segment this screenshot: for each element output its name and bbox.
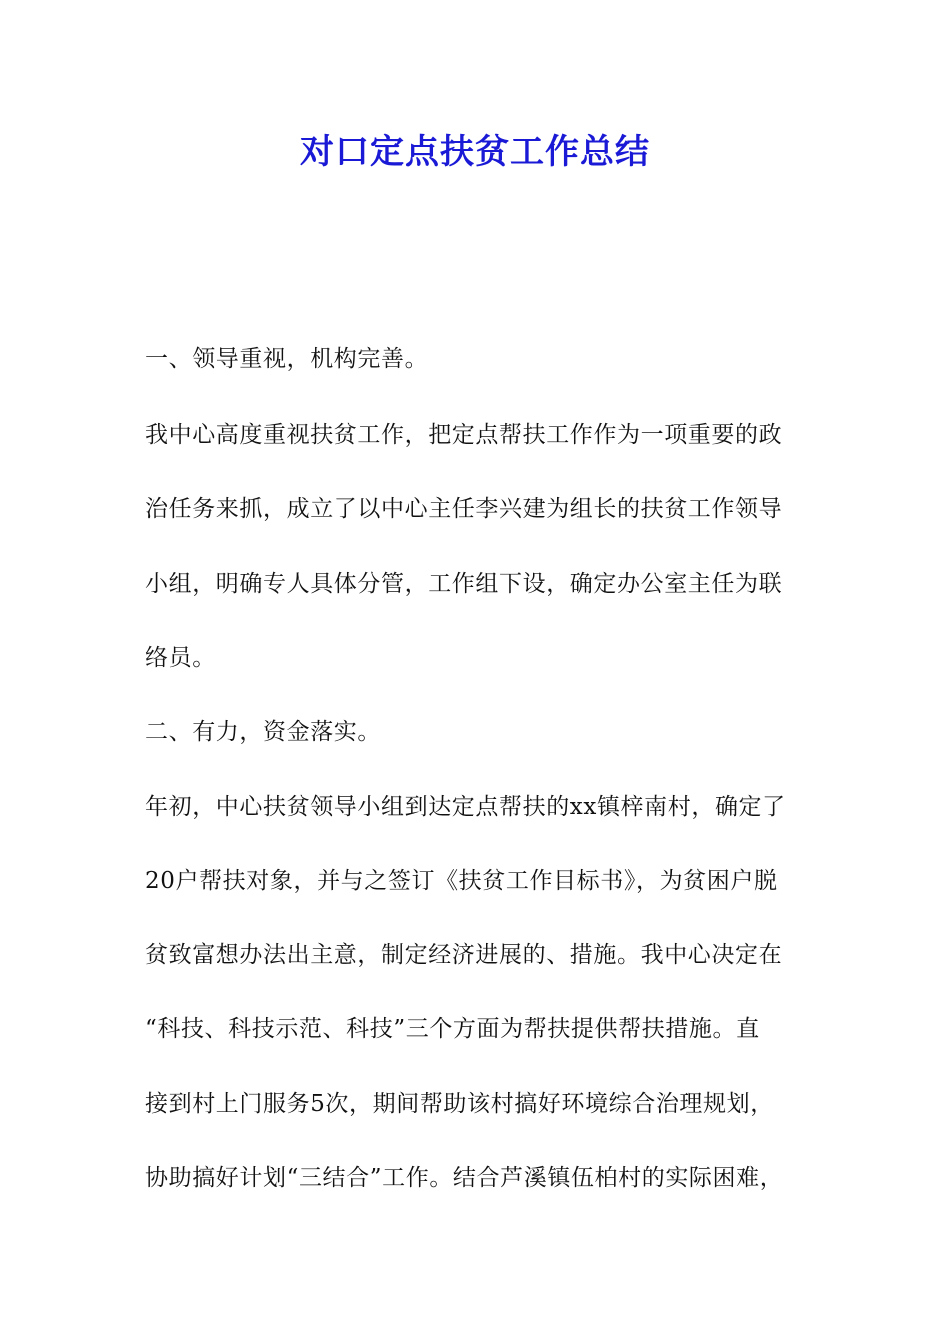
paragraph-line: 协助搞好计划“三结合”工作。结合芦溪镇伍柏村的实际困难， xyxy=(145,1165,784,1191)
paragraph-line: 接到村上门服务5次，期间帮助该村搞好环境综合治理规划， xyxy=(145,1091,774,1117)
paragraph-line: 治任务来抓，成立了以中心主任李兴建为组长的扶贫工作领导 xyxy=(145,496,783,522)
paragraph-line: 小组，明确专人具体分管，工作组下设，确定办公室主任为联 xyxy=(145,571,783,597)
paragraph-line: 20户帮扶对象，并与之签订《扶贫工作目标书》，为贫困户脱 xyxy=(145,868,778,894)
paragraph-line: 我中心高度重视扶贫工作，把定点帮扶工作作为一项重要的政 xyxy=(145,422,783,448)
document-title: 对口定点扶贫工作总结 xyxy=(300,132,650,172)
paragraph-line: 年初，中心扶贫领导小组到达定点帮扶的xx镇梓南村，确定了 xyxy=(145,794,786,820)
paragraph-line: 络员。 xyxy=(145,645,216,671)
section-heading-1: 一、领导重视，机构完善。 xyxy=(145,346,429,372)
paragraph-line: 贫致富想办法出主意，制定经济进展的、措施。我中心决定在 xyxy=(145,942,783,968)
section-heading-2: 二、有力，资金落实。 xyxy=(145,719,381,745)
paragraph-line: “科技、科技示范、科技”三个方面为帮扶提供帮扶措施。直 xyxy=(145,1016,760,1042)
